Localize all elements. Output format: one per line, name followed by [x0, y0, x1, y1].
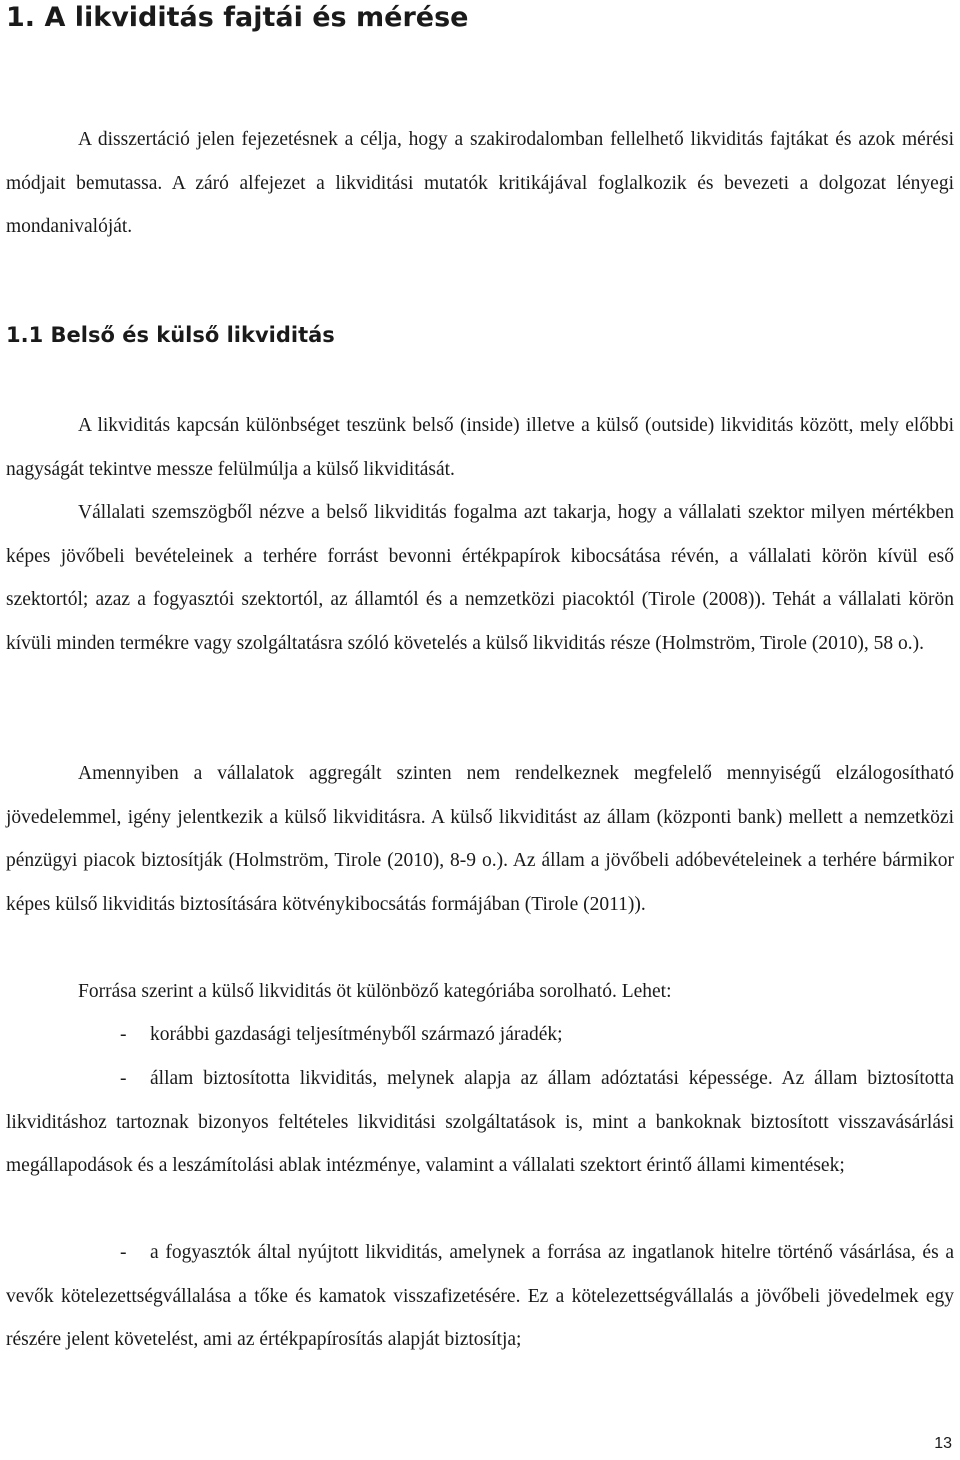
list-item-text: állam biztosította likviditás, melynek alapja az állam adóztatási képessége. Az állam biztosította likviditáshoz tartoznak bizonyos feltételes likviditási szolgáltatások is, mint a bankoknak biztosított visszavásárlási megállapodások és a leszámítolási ablak intézménye, valamint a vállalati szektort érintő állami kimentések;: [6, 1068, 954, 1176]
chapter-heading: 1. A likviditás fajtái és mérése: [6, 2, 469, 33]
list-item-text: a fogyasztók által nyújtott likviditás, amelynek a forrása az ingatlanok hitelre történő vásárlása, és a vevők kötelezettségvállalása a tőke és kamatok visszafizetésére. Ez a kötelezettségvállalás a jövőbeli jövedelmek egy részére jelent követelést, ami az értékpapírosítás alapját biztosítja;: [6, 1242, 954, 1350]
list-item: [6, 1231, 954, 1362]
body-paragraph-4: Forrása szerint a külső likviditás öt különböző kategóriába sorolható. Lehet:: [78, 981, 672, 1002]
list-item: [6, 1013, 954, 1057]
list-dash: -: [120, 1068, 127, 1089]
list-item: [6, 1057, 954, 1188]
body-paragraph-1: A likviditás kapcsán különbséget teszünk belső (inside) illetve a külső (outside) likviditás között, mely előbbi nagyságát tekintve messze felülmúlja a külső likviditását.: [6, 415, 954, 480]
body-paragraph-2: Vállalati szemszögből nézve a belső likviditás fogalma azt takarja, hogy a vállalati szektor milyen mértékben képes jövőbeli bevételeinek a terhére forrást bevonni értékpapírok kibocsátása révén, a vállalati körön kívül eső szektortól; azaz a fogyasztói szektortól, az államtól és a nemzetközi piacoktól (Tirole (2008)). Tehát a vállalati körön kívüli minden termékre vagy szolgáltatásra szóló követelés a külső likviditás része (Holmström, Tirole (2010), 58 o.).: [6, 502, 954, 654]
list-dash: -: [120, 1242, 127, 1263]
body-paragraph-3: Amennyiben a vállalatok aggregált szinten nem rendelkeznek megfelelő mennyiségű elzálogosítható jövedelemmel, igény jelentkezik a külső likviditásra. A külső likviditást az állam (központi bank) mellett a nemzetközi pénzügyi piacok biztosítják (Holmström, Tirole (2010), 8-9 o.). Az állam a jövőbeli adóbevételeinek a terhére bármikor képes külső likviditás biztosítására kötvénykibocsátás formájában (Tirole (2011)).: [6, 763, 954, 915]
list-dash: -: [120, 1024, 127, 1045]
page-number: 13: [934, 1435, 952, 1452]
section-heading: 1.1 Belső és külső likviditás: [6, 323, 335, 347]
intro-paragraph: A disszertáció jelen fejezetésnek a célja, hogy a szakirodalomban fellelhető likviditás fajtákat és azok mérési módjait bemutassa. A záró alfejezet a likviditási mutatók kritikájával foglalkozik és bevezeti a dolgozat lényegi mondanivalóját.: [6, 129, 954, 237]
list-item-text: korábbi gazdasági teljesítményből származó járadék;: [150, 1024, 563, 1045]
